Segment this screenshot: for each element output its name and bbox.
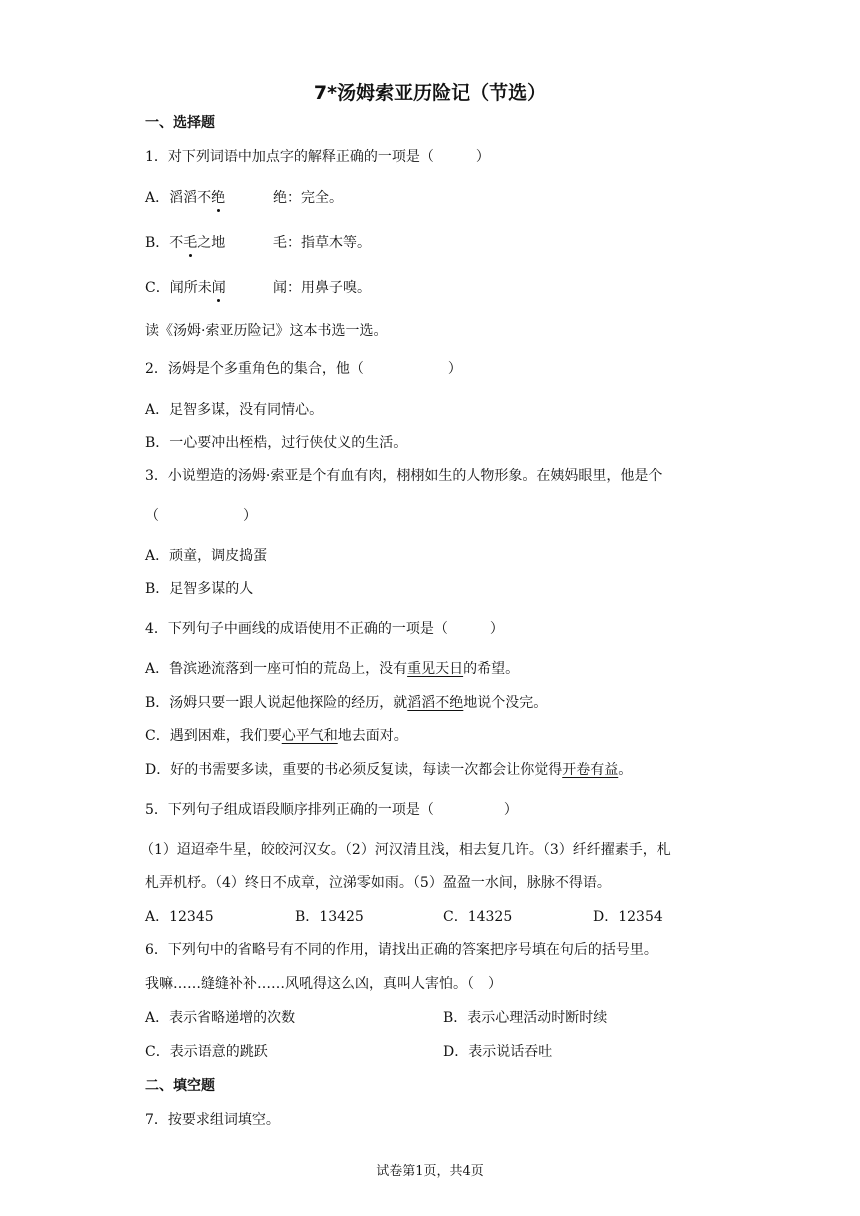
q1-option-c-explain: 闻：用鼻子嗅。 [273, 280, 371, 296]
q1-option-b-explain: 毛：指草木等。 [273, 235, 371, 251]
q4-option-b: B．汤姆只要一跟人说起他探险的经历，就滔滔不绝地说个没完。 [145, 695, 548, 711]
q1-option-a-explain: 绝：完全。 [273, 190, 343, 206]
q6-option-d: D．表示说话吞吐 [443, 1044, 553, 1060]
q1-option-c: C．闻所未闻 闻：用鼻子嗅。 [145, 280, 371, 296]
q5-option-c: C．14325 [443, 909, 513, 925]
q5-stem: 5．下列句子组成语段顺序排列正确的一项是（ ） [145, 802, 518, 818]
page-footer: 试卷第1页，共4页 [376, 1164, 484, 1179]
underlined-idiom: 滔滔不绝 [407, 695, 464, 711]
q4-stem: 4．下列句子中画线的成语使用不正确的一项是（ ） [145, 621, 504, 637]
q5-option-a: A．12345 [145, 909, 214, 925]
q1-option-a: A．滔滔不绝 绝：完全。 [145, 190, 343, 206]
dotted-char: 闻 [211, 280, 226, 296]
q6-option-b: B．表示心理活动时断时续 [443, 1010, 608, 1026]
underlined-idiom: 重见天日 [407, 661, 464, 677]
q4-option-a: A．鲁滨逊流落到一座可怕的荒岛上，没有重见天日的希望。 [145, 661, 520, 677]
q4-option-c: C．遇到困难，我们要心平气和地去面对。 [145, 728, 408, 744]
section-choice-heading: 一、选择题 [145, 115, 215, 131]
read-intro: 读《汤姆·索亚历险记》这本书选一选。 [145, 323, 388, 339]
q2-option-a: A．足智多谋，没有同情心。 [145, 402, 324, 418]
section-fill-heading: 二、填空题 [145, 1078, 215, 1094]
q5-passage-line-1: （1）迢迢牵牛星，皎皎河汉女。（2）河汉清且浅，相去复几许。（3）纤纤擢素手，札 [140, 842, 671, 858]
page-title: 7*汤姆索亚历险记（节选） [313, 82, 547, 104]
q6-stem: 6．下列句中的省略号有不同的作用，请找出正确的答案把序号填在句后的括号里。 [145, 942, 658, 958]
dotted-char: 绝 [211, 190, 226, 206]
dotted-char: 毛 [183, 235, 198, 251]
q3-option-b: B．足智多谋的人 [145, 581, 254, 597]
q3-option-a: A．顽童，调皮捣蛋 [145, 548, 268, 564]
q2-option-b: B．一心要冲出桎梏，过行侠仗义的生活。 [145, 435, 408, 451]
q4-option-d: D．好的书需要多读，重要的书必须反复读，每读一次都会让你觉得开卷有益。 [145, 762, 633, 778]
q5-option-b: B．13425 [295, 909, 364, 925]
underlined-idiom: 开卷有益 [562, 762, 619, 778]
q3-stem: 3．小说塑造的汤姆·索亚是个有血有肉，栩栩如生的人物形象。在姨妈眼里，他是个 [145, 468, 663, 484]
q1-stem: 1．对下列词语中加点字的解释正确的一项是（ ） [145, 149, 490, 165]
q1-option-b: B．不毛之地 毛：指草木等。 [145, 235, 371, 251]
underlined-idiom: 心平气和 [281, 728, 338, 744]
q5-option-d: D．12354 [593, 909, 663, 925]
q7-stem: 7．按要求组词填空。 [145, 1112, 280, 1128]
q6-option-c: C．表示语意的跳跃 [145, 1044, 268, 1060]
q3-bracket: （ ） [145, 508, 257, 524]
q5-passage-line-2: 札弄机杼。（4）终日不成章，泣涕零如雨。（5）盈盈一水间，脉脉不得语。 [145, 875, 611, 891]
q2-stem: 2．汤姆是个多重角色的集合，他（ ） [145, 361, 462, 377]
q6-option-a: A．表示省略递增的次数 [145, 1010, 296, 1026]
q6-sentence: 我嘛……缝缝补补……风吼得这么凶，真叫人害怕。（ ） [145, 976, 502, 992]
